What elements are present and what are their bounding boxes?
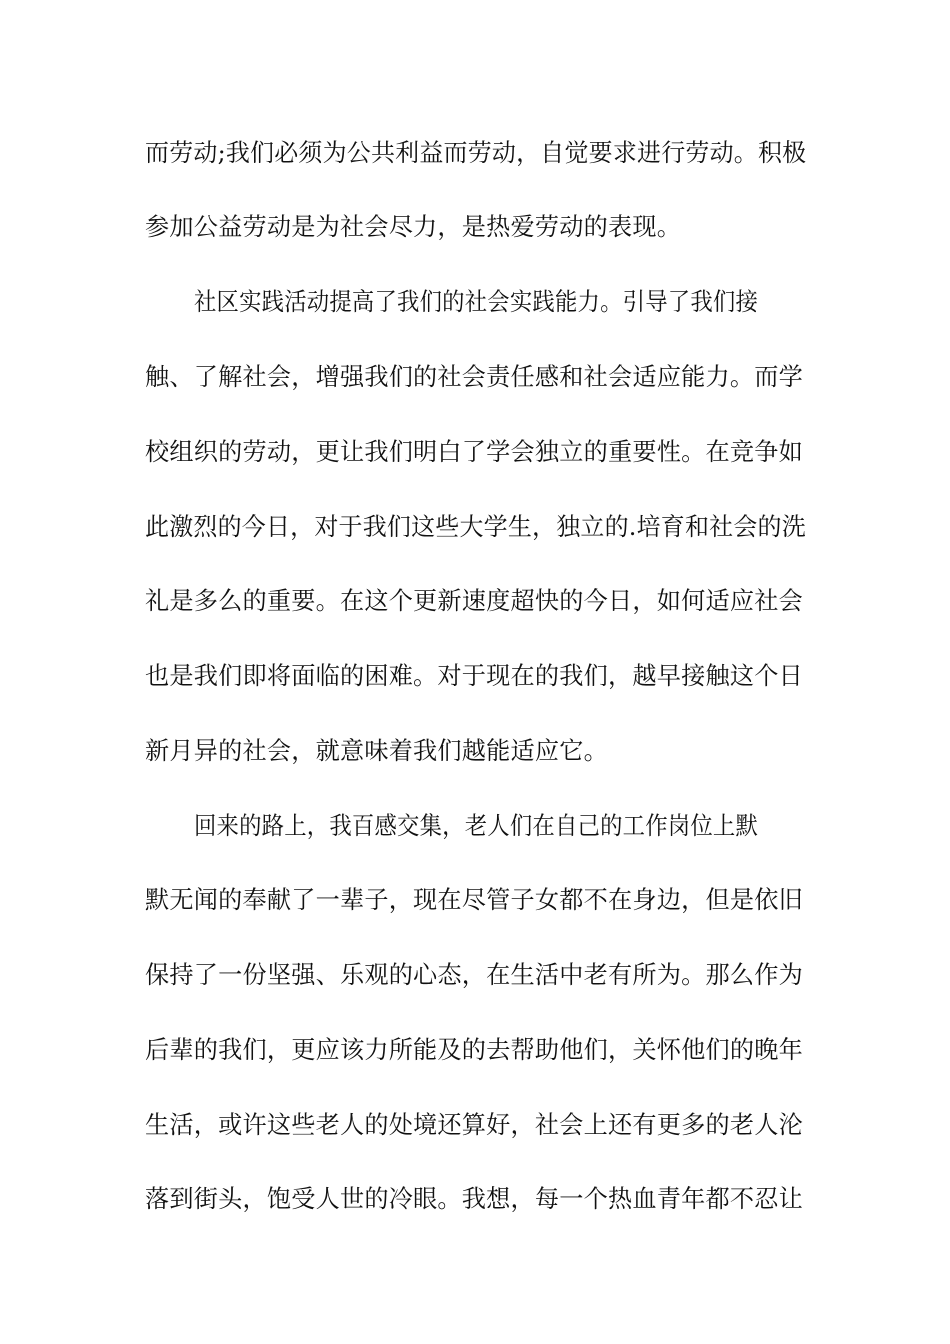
paragraph-start-line: 回来的路上，我百感交集，老人们在自己的工作岗位上默 — [194, 811, 759, 840]
text-line: 而劳动;我们必须为公共利益而劳动，自觉要求进行劳动。积极 — [145, 138, 807, 167]
text-line: 校组织的劳动，更让我们明白了学会独立的重要性。在竞争如 — [145, 437, 803, 466]
text-line: 参加公益劳动是为社会尽力，是热爱劳动的表现。 — [145, 212, 682, 241]
text-line: 触、了解社会，增强我们的社会责任感和社会适应能力。而学 — [145, 362, 803, 391]
text-line: 新月异的社会，就意味着我们越能适应它。 — [145, 736, 609, 765]
paragraph-start-line: 社区实践活动提高了我们的社会实践能力。引导了我们接 — [194, 287, 759, 316]
text-line: 生活，或许这些老人的处境还算好，社会上还有更多的老人沦 — [145, 1110, 803, 1139]
text-line: 默无闻的奉献了一辈子，现在尽管子女都不在身边，但是依旧 — [145, 885, 803, 914]
text-line: 落到街头，饱受人世的冷眼。我想，每一个热血青年都不忍让 — [145, 1184, 803, 1213]
text-line: 礼是多么的重要。在这个更新速度超快的今日，如何适应社会 — [145, 586, 803, 615]
text-line: 保持了一份坚强、乐观的心态，在生活中老有所为。那么作为 — [145, 960, 803, 989]
text-line: 也是我们即将面临的困难。对于现在的我们，越早接触这个日 — [145, 661, 803, 690]
text-line: 此激烈的今日，对于我们这些大学生，独立的.培育和社会的洗 — [145, 512, 806, 541]
text-line: 后辈的我们，更应该力所能及的去帮助他们，关怀他们的晚年 — [145, 1035, 803, 1064]
